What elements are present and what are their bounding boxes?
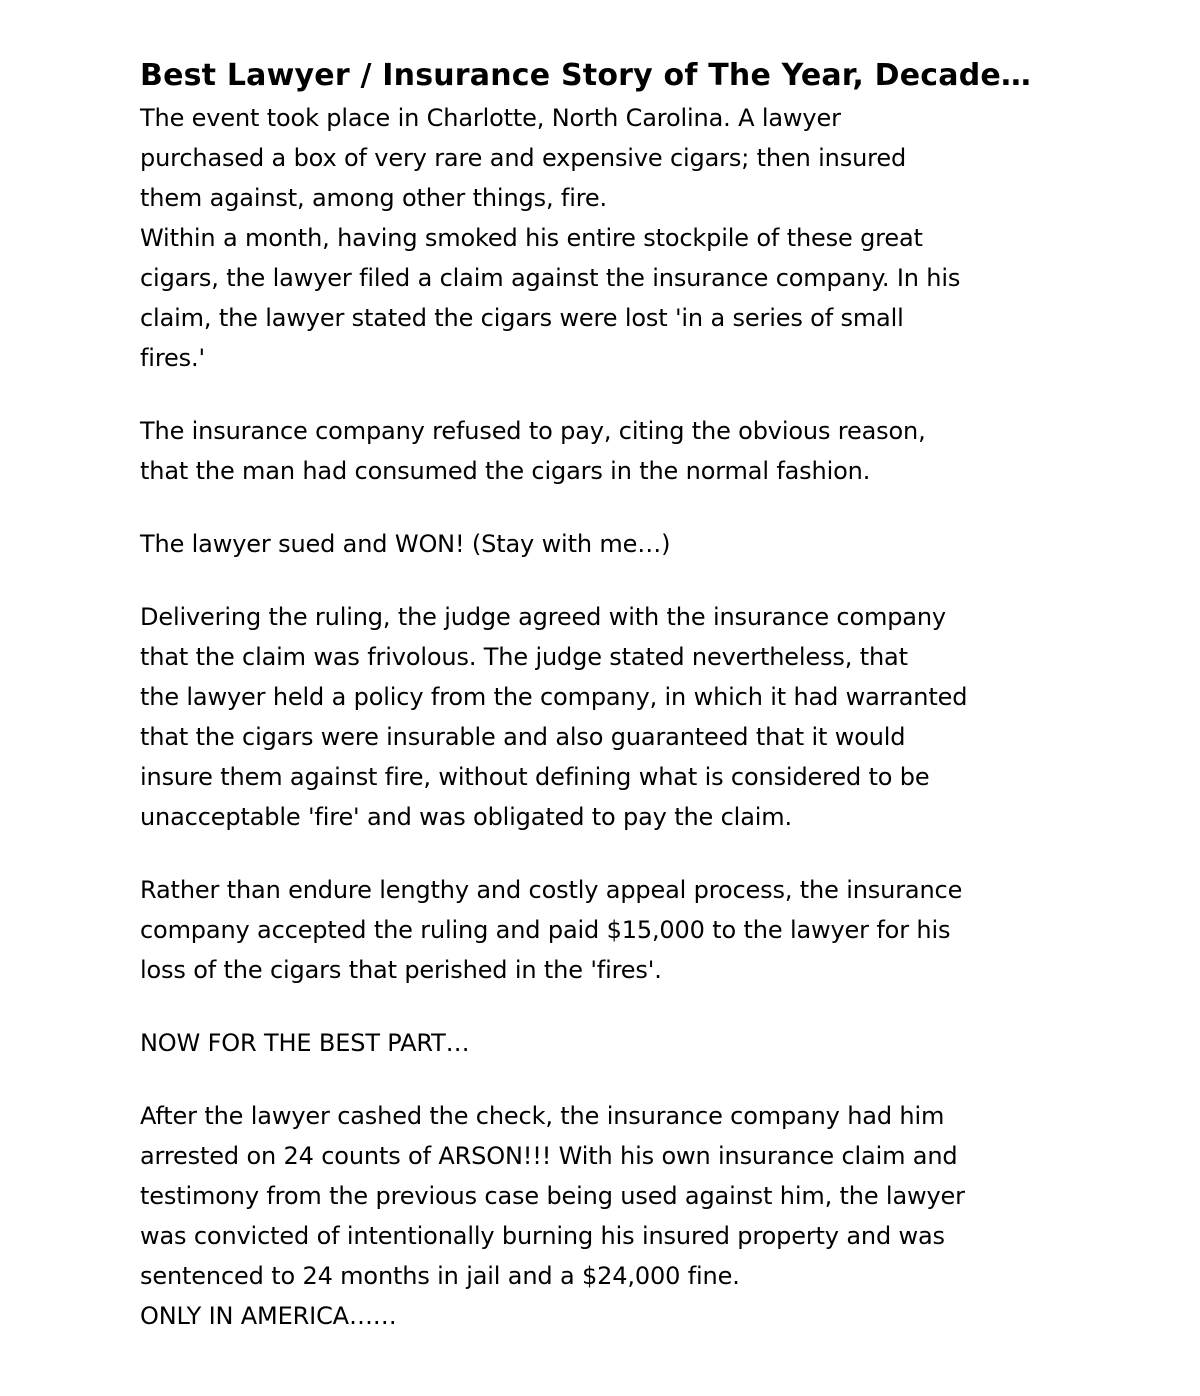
text-line: insure them against fire, without defining what is considered to be <box>140 763 930 791</box>
text-line: Delivering the ruling, the judge agreed with the insurance company <box>140 603 946 631</box>
paragraph-spacer <box>140 564 1070 597</box>
text-line: that the claim was frivolous. The judge stated nevertheless, that <box>140 643 908 671</box>
paragraph-lawsuit <box>140 524 1070 564</box>
paragraph-spacer <box>140 1063 1070 1096</box>
text-line: that the cigars were insurable and also guaranteed that it would <box>140 723 906 751</box>
text-line: them against, among other things, fire. <box>140 184 608 212</box>
text-line: After the lawyer cashed the check, the insurance company had him <box>140 1102 945 1130</box>
paragraph-best-part <box>140 1023 1070 1063</box>
text-line: Within a month, having smoked his entire stockpile of these great <box>140 224 923 252</box>
paragraph-event <box>140 98 1070 378</box>
text-line: sentenced to 24 months in jail and a $24,000 fine. <box>140 1262 740 1290</box>
text-line: the lawyer held a policy from the company, in which it had warranted <box>140 683 968 711</box>
paragraph-spacer <box>140 837 1070 870</box>
paragraph-arrest <box>140 1096 1070 1336</box>
text-line: loss of the cigars that perished in the 'fires'. <box>140 956 662 984</box>
text-line: claim, the lawyer stated the cigars were lost 'in a series of small <box>140 304 904 332</box>
text-line: testimony from the previous case being used against him, the lawyer <box>140 1182 965 1210</box>
text-line: arrested on 24 counts of ARSON!!! With his own insurance claim and <box>140 1142 958 1170</box>
paragraph-spacer <box>140 378 1070 411</box>
text-line: company accepted the ruling and paid $15,000 to the lawyer for his <box>140 916 951 944</box>
text-line: cigars, the lawyer filed a claim against the insurance company. In his <box>140 264 961 292</box>
text-line: The insurance company refused to pay, citing the obvious reason, <box>140 417 926 445</box>
document-page <box>140 54 1070 1336</box>
text-line: ONLY IN AMERICA…… <box>140 1302 397 1330</box>
paragraph-ruling <box>140 597 1070 837</box>
paragraph-refusal <box>140 411 1070 491</box>
text-line: was convicted of intentionally burning his insured property and was <box>140 1222 945 1250</box>
text-line: Rather than endure lengthy and costly appeal process, the insurance <box>140 876 963 904</box>
text-line: fires.' <box>140 344 205 372</box>
paragraph-payment <box>140 870 1070 990</box>
text-line: unacceptable 'fire' and was obligated to pay the claim. <box>140 803 792 831</box>
document-title: Best Lawyer / Insurance Story of The Year, Decade… <box>140 58 1032 93</box>
text-line: The event took place in Charlotte, North Carolina. A lawyer <box>140 104 841 132</box>
text-line: that the man had consumed the cigars in the normal fashion. <box>140 457 871 485</box>
text-line: NOW FOR THE BEST PART… <box>140 1029 470 1057</box>
paragraph-spacer <box>140 990 1070 1023</box>
text-line: The lawyer sued and WON! (Stay with me…) <box>140 530 671 558</box>
text-line: purchased a box of very rare and expensive cigars; then insured <box>140 144 907 172</box>
paragraph-spacer <box>140 491 1070 524</box>
